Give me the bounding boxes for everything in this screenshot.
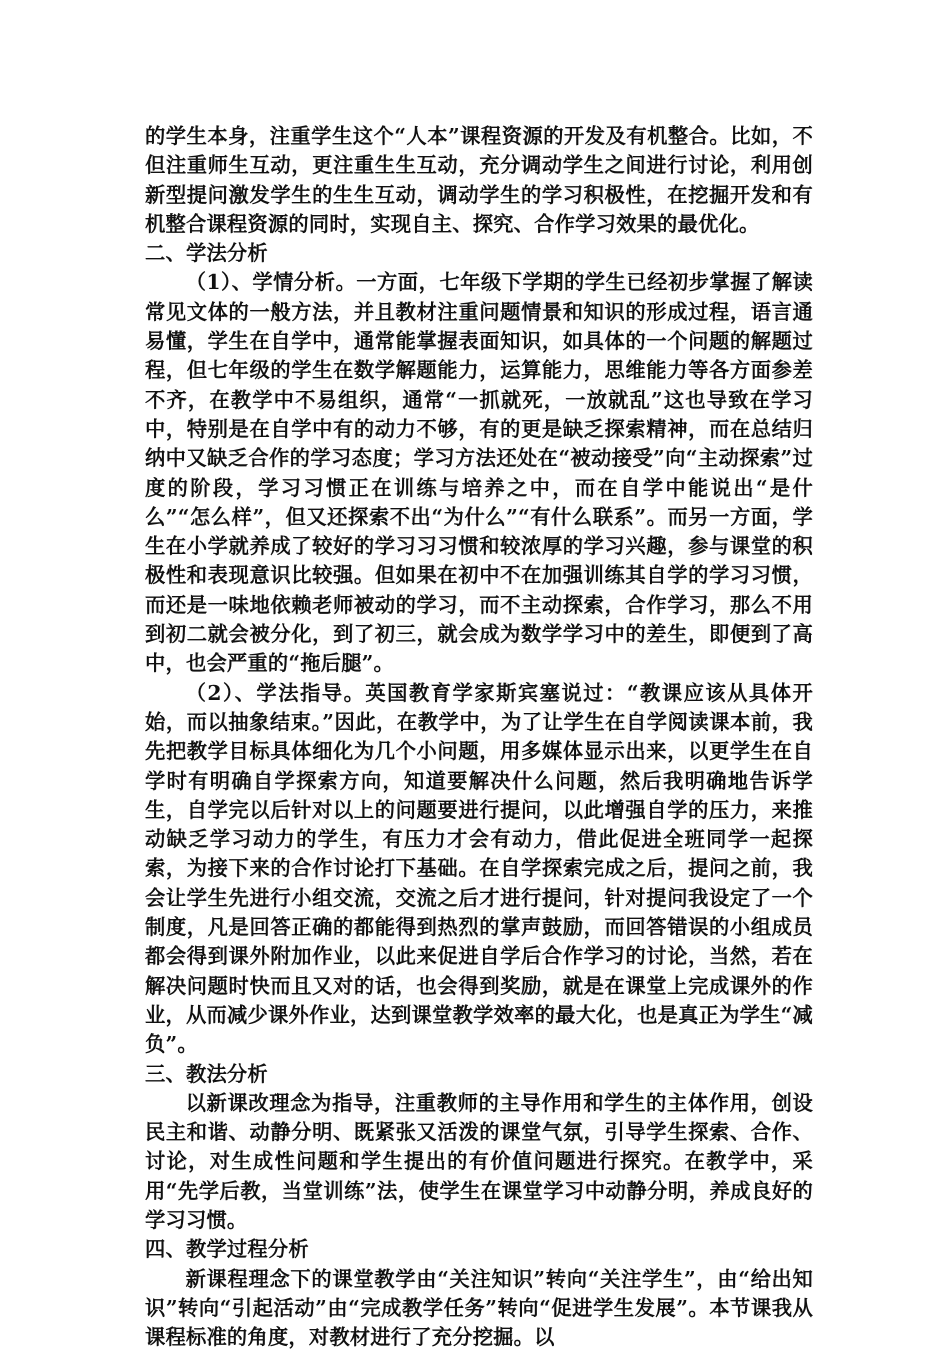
paragraph-continued: 的学生本身，注重学生这个“人本”课程资源的开发及有机整合。比如，不但注重师生互动，更注重生生互动，充分调动学生之间进行讨论，利用创新型提问激发学生的生生互动，调动学生的学习积极性，在挖掘开发和有机整合课程资源的同时，实现自主、探究、合作学习效果的最优化。 [145,124,813,236]
document-page [145,122,813,1352]
section-heading-study-method: 二、学法分析 [145,241,268,266]
paragraph-teaching-process: 新课程理念下的课堂教学由“关注知识”转向“关注学生”，由“给出知识”转向“引起活动”由“完成教学任务”转向“促进学生发展”。本节课我从课程标准的角度，对教材进行了充分挖掘。以 [145,1266,813,1350]
paragraph-teaching-method: 以新课改理念为指导，注重教师的主导作用和学生的主体作用，创设民主和谐、动静分明、既紧张又活泼的课堂气氛，引导学生探索、合作、讨论，对生成性问题和学生提出的有价值问题进行探究。在教学中，采用“先学后教，当堂训练”法，使学生在课堂学习中动静分明，养成良好的学习习惯。 [145,1090,813,1232]
section-heading-teaching-process: 四、教学过程分析 [145,1237,309,1262]
paragraph-study-guidance: （2）、学法指导。英国教育学家斯宾塞说过：“教课应该从具体开始，而以抽象结束。”因此，在教学中，为了让学生在自学阅读课本前，我先把教学目标具体细化为几个小问题，用多媒体显示出来，以更学生在自学时有明确自学探索方向，知道要解决什么问题，然后我明确地告诉学生，自学完以后针对以上的问题要进行提问，以此增强自学的压力，来推动缺乏学习动力的学生，有压力才会有动力，借此促进全班同学一起探索，为接下来的合作讨论打下基础。在自学探索完成之后，提问之前，我会让学生先进行小组交流，交流之后才进行提问，针对提问我设定了一个制度，凡是回答正确的都能得到热烈的掌声鼓励，而回答错误的小组成员都会得到课外附加作业，以此来促进自学后合作学习的讨论，当然，若在解决问题时快而且又对的话，也会得到奖励，就是在课堂上完成课外的作业，从而减少课外作业，达到课堂教学效率的最大化，也是真正为学生“减负”。 [145,680,813,1057]
section-heading-teaching-method: 三、教法分析 [145,1061,268,1086]
paragraph-learning-analysis: （1）、学情分析。一方面，七年级下学期的学生已经初步掌握了解读常见文体的一般方法，并且教材注重问题情景和知识的形成过程，语言通易懂，学生在自学中，通常能掌握表面知识，如具体的一个问题的解题过程，但七年级的学生在数学解题能力，运算能力，思维能力等各方面参差不齐，在教学中不易组织，通常“一抓就死，一放就乱”这也导致在学习中，特别是在自学中有的动力不够，有的更是缺乏探索精神，而在总结归纳中又缺乏合作的学习态度；学习方法还处在“被动接受”向“主动探索”过度的阶段，学习习惯正在训练与培养之中，而在自学中能说出“是什么”“怎么样”，但又还探索不出“为什么”“有什么联系”。而另一方面，学生在小学就养成了较好的学习习习惯和较浓厚的学习兴趣，参与课堂的积极性和表现意识比较强。但如果在初中不在加强训练其自学的学习习惯，而还是一味地依赖老师被动的学习，而不主动探索，合作学习，那么不用到初二就会被分化，到了初三，就会成为数学学习中的差生，即便到了高中，也会严重的“拖后腿”。 [145,270,813,676]
